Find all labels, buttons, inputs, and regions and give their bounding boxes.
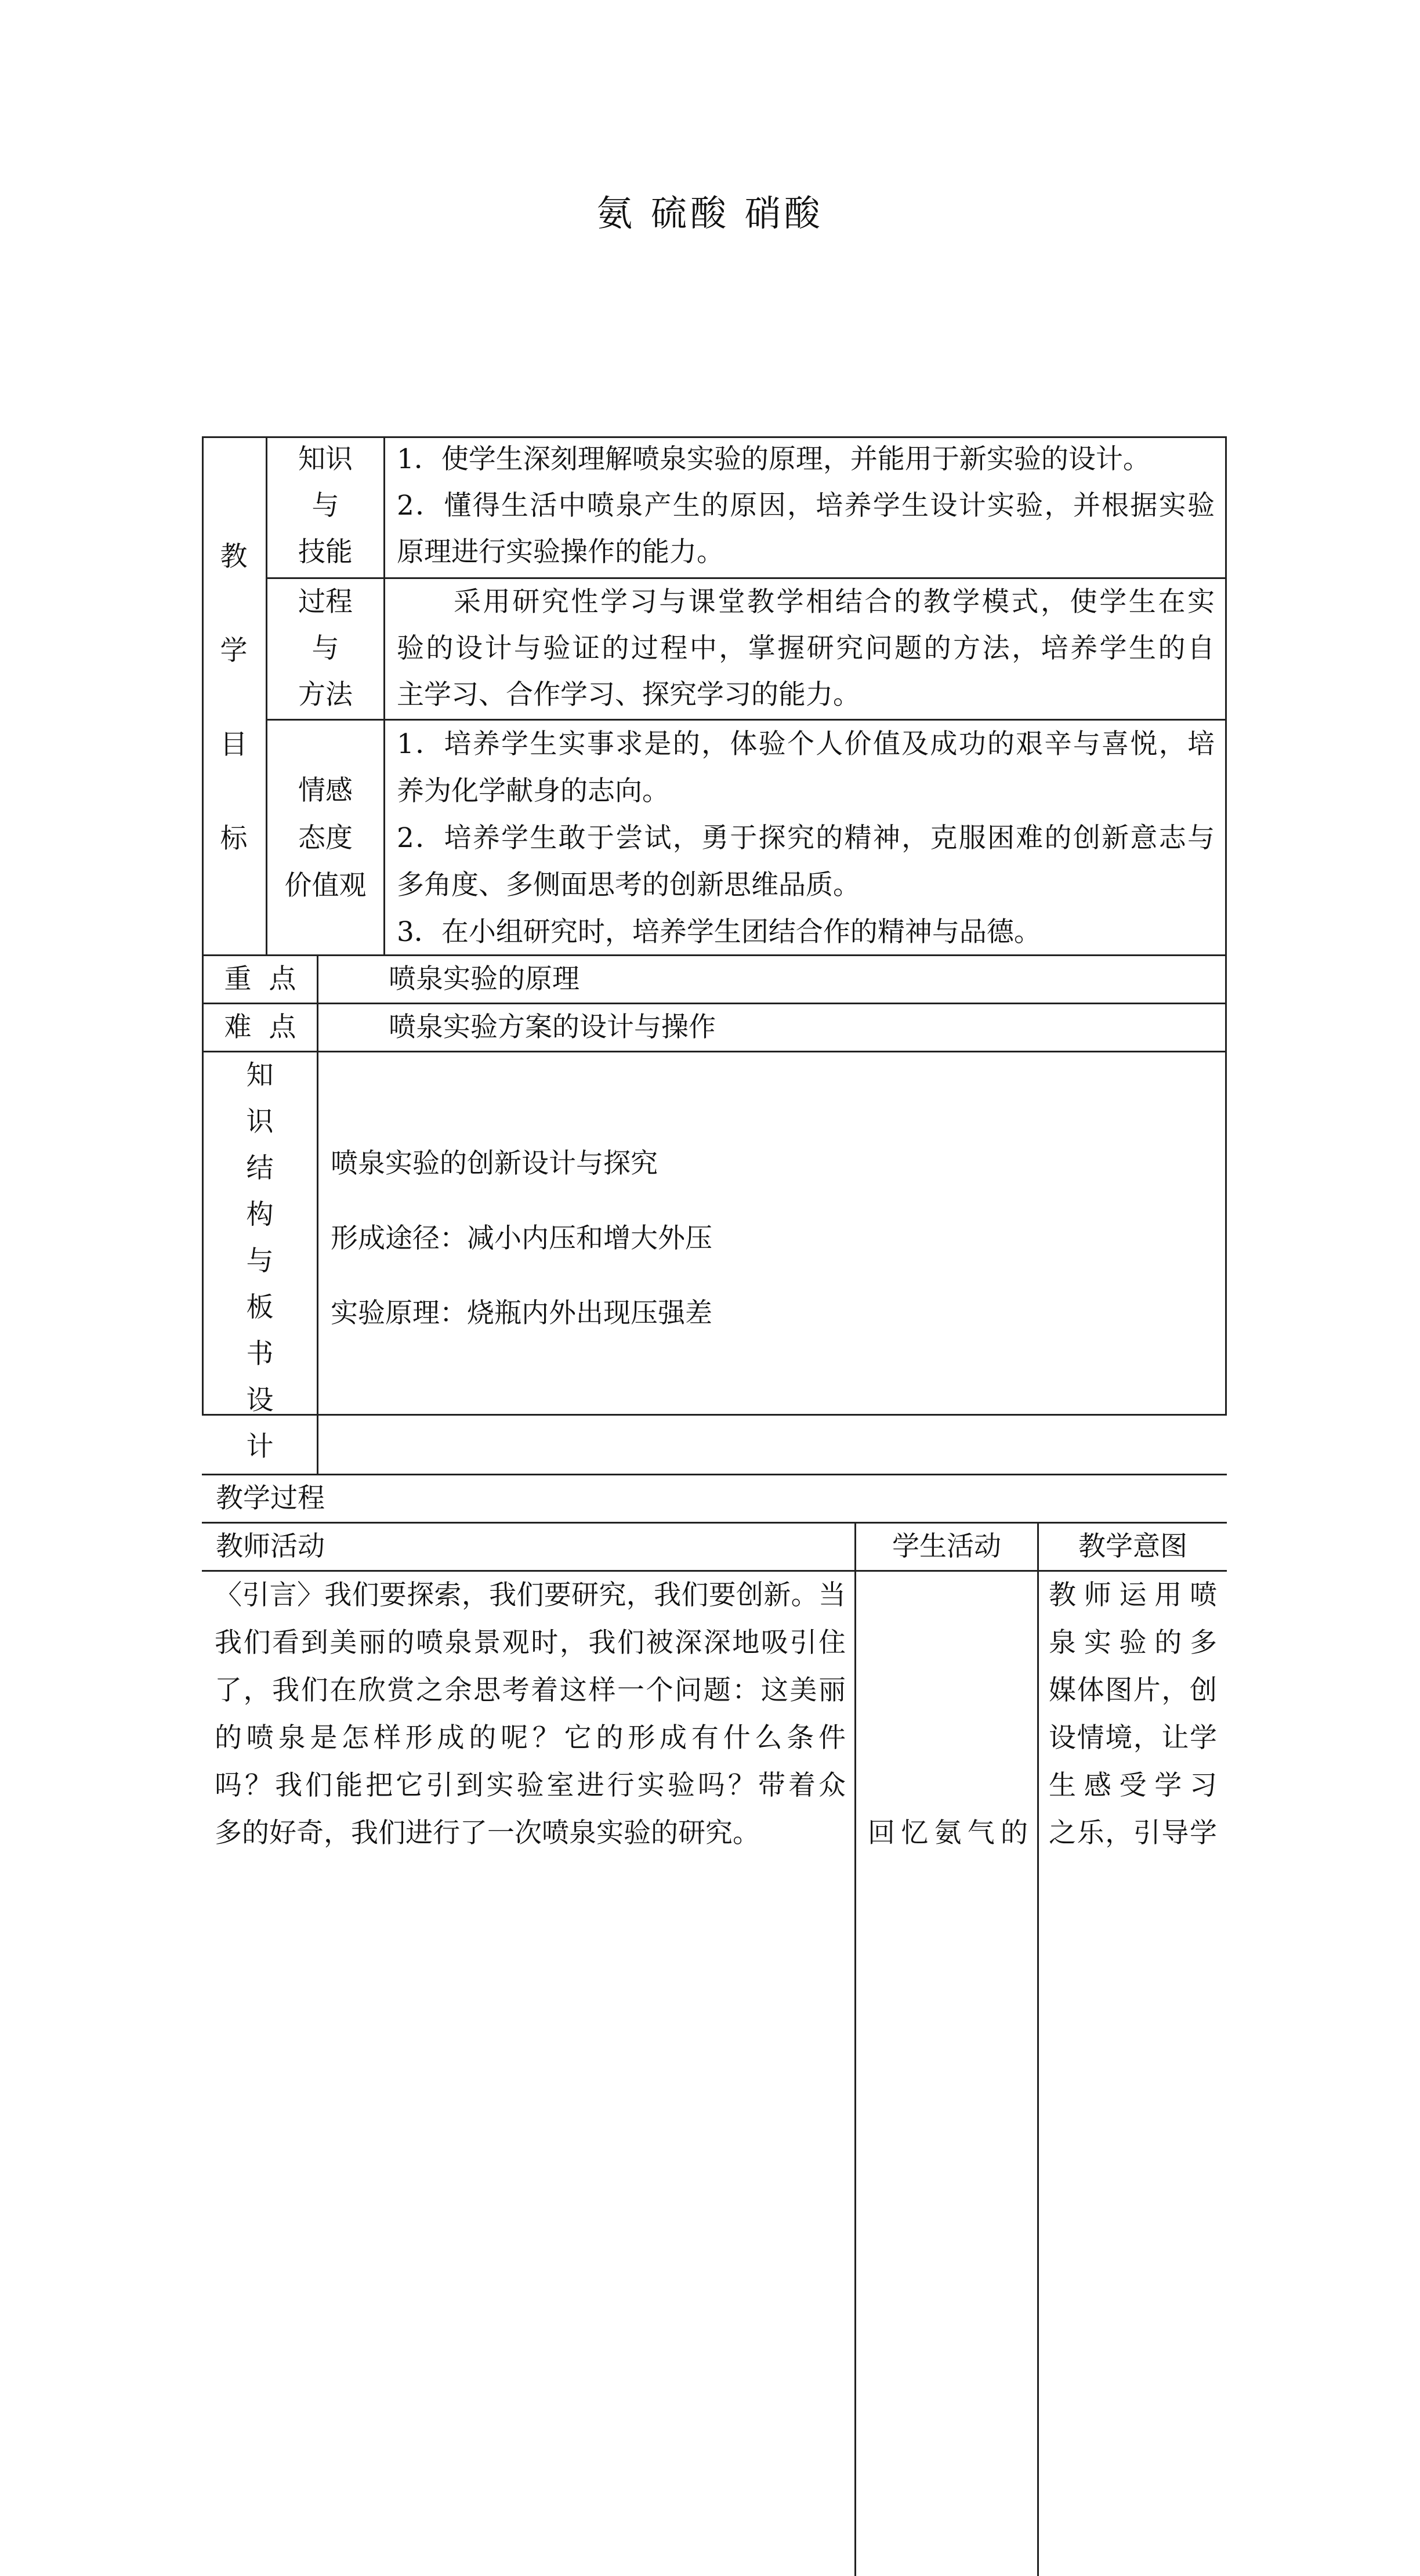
column-header-student: 学生活动 bbox=[892, 1531, 1001, 1562]
objectives-header: 教 学 目 标 bbox=[220, 541, 248, 855]
table-rule bbox=[383, 436, 385, 956]
emotion-text: 1．培养学生实事求是的，体验个人价值及成功的艰辛与喜悦，培 养为化学献身的志向。 2．培养学生敢于尝试，勇于探究的精神，克服困难的创新意志与 多角度、多侧面思考的创新思维品质。 3．在小组研究时，培养学生团结合作的精神与品德。 bbox=[397, 728, 1215, 948]
column-header-teacher: 教师活动 bbox=[216, 1531, 325, 1562]
student-activity-text: 回忆氨气的 bbox=[868, 1817, 1028, 1849]
difficulty-label: 难 点 bbox=[224, 1011, 296, 1043]
process-section-title: 教学过程 bbox=[216, 1482, 325, 1514]
teaching-intent-text: 教师运用喷 泉实验的多 媒体图片，创 设情境，让学 生感受学习 之乐，引导学 bbox=[1049, 1579, 1217, 1849]
page-title: 氨 硫酸 硝酸 bbox=[596, 192, 824, 234]
process-text: 采用研究性学习与课堂教学相结合的教学模式，使学生在实 验的设计与验证的过程中，掌握研究问题的方法，培养学生的自 主学习、合作学习、探究学习的能力。 bbox=[397, 586, 1215, 711]
structure-label: 知 识 结 构 与 板 书 设 计 bbox=[246, 1059, 274, 1463]
structure-line: 形成途径：减小内压和增大外压 bbox=[331, 1222, 712, 1254]
table-rule bbox=[854, 1522, 856, 2576]
key-point-value: 喷泉实验的原理 bbox=[389, 963, 579, 995]
table-rule bbox=[317, 954, 318, 1474]
key-point-label: 重 点 bbox=[224, 963, 296, 995]
difficulty-value: 喷泉实验方案的设计与操作 bbox=[389, 1011, 716, 1043]
structure-line: 喷泉实验的创新设计与探究 bbox=[331, 1148, 658, 1180]
process-label: 过程 与 方法 bbox=[298, 586, 353, 711]
table-rule bbox=[1037, 1522, 1039, 2576]
knowledge-label: 知识 与 技能 bbox=[298, 443, 353, 568]
knowledge-text: 1．使学生深刻理解喷泉实验的原理，并能用于新实验的设计。 2．懂得生活中喷泉产生的原因，培养学生设计实验，并根据实验 原理进行实验操作的能力。 bbox=[397, 443, 1215, 568]
table-rule bbox=[202, 1051, 1227, 1052]
structure-line: 实验原理：烧瓶内外出现压强差 bbox=[331, 1297, 712, 1329]
teacher-activity-text: 〈引言〉我们要探索，我们要研究，我们要创新。当 我们看到美丽的喷泉景观时，我们被深深地吸引住 了，我们在欣赏之余思考着这样一个问题：这美丽 的喷泉是怎样形成的呢？它的形成有什么条件 吗？我们能把它引到实验室进行实验吗？带着众 多的好奇，我们进行了一次喷泉实验的研究。 bbox=[215, 1579, 846, 1849]
column-header-intent: 教学意图 bbox=[1078, 1531, 1187, 1562]
emotion-label: 情感 态度 价值观 bbox=[284, 775, 367, 902]
table-rule bbox=[202, 1474, 1227, 1475]
